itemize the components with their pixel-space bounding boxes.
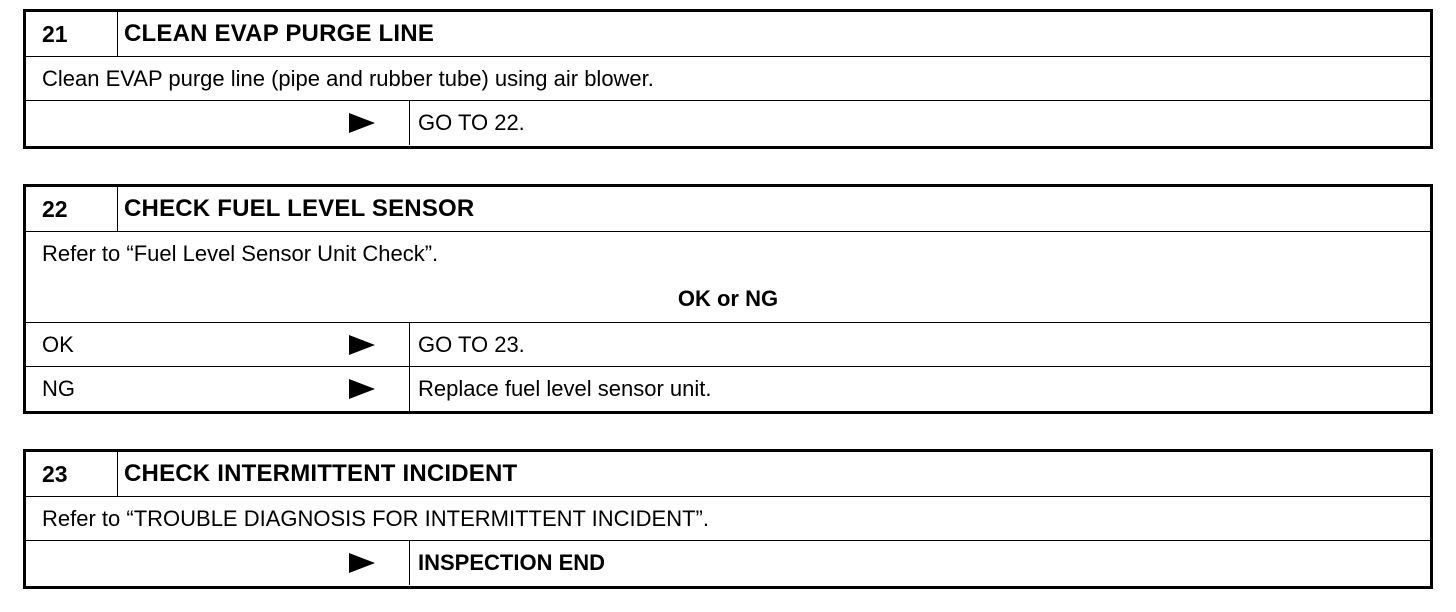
arrow-right-icon bbox=[349, 113, 375, 133]
step-title: CLEAN EVAP PURGE LINE bbox=[124, 20, 435, 47]
step-description: Refer to “TROUBLE DIAGNOSIS FOR INTERMITTENT INCIDENT”. bbox=[26, 497, 1430, 541]
result-row-ng bbox=[26, 367, 1430, 411]
arrow-right-icon bbox=[349, 553, 375, 573]
step-title: CHECK FUEL LEVEL SENSOR bbox=[124, 195, 475, 222]
step-number: 23 bbox=[26, 452, 118, 496]
step-title: CHECK INTERMITTENT INCIDENT bbox=[124, 460, 518, 487]
result-label bbox=[26, 541, 410, 585]
result-action: INSPECTION END bbox=[418, 550, 606, 575]
result-action: GO TO 23. bbox=[418, 331, 525, 357]
arrow-right-icon bbox=[349, 379, 375, 399]
result-row-ok bbox=[26, 323, 1430, 367]
step-description: Clean EVAP purge line (pipe and rubber tube) using air blower. bbox=[26, 57, 1430, 101]
step-description: Refer to “Fuel Level Sensor Unit Check”. bbox=[42, 241, 439, 266]
step-header bbox=[26, 12, 1430, 57]
result-action: Replace fuel level sensor unit. bbox=[418, 376, 712, 401]
result-row bbox=[26, 101, 1430, 145]
step-number: 21 bbox=[26, 12, 118, 56]
step-header bbox=[26, 187, 1430, 232]
result-label-text: NG bbox=[42, 376, 75, 401]
result-label bbox=[26, 323, 410, 366]
result-header: OK or NG bbox=[677, 286, 779, 311]
result-label-text: OK bbox=[42, 331, 74, 357]
step-number: 22 bbox=[26, 187, 118, 231]
step-22-box bbox=[23, 184, 1433, 414]
result-row bbox=[26, 541, 1430, 585]
step-21-box bbox=[23, 9, 1433, 149]
step-23-box bbox=[23, 449, 1433, 589]
step-header bbox=[26, 452, 1430, 497]
result-action: GO TO 22. bbox=[418, 110, 525, 135]
arrow-right-icon bbox=[349, 335, 375, 355]
result-label bbox=[26, 101, 410, 145]
result-label bbox=[26, 367, 410, 411]
step-description-block bbox=[26, 232, 1430, 323]
